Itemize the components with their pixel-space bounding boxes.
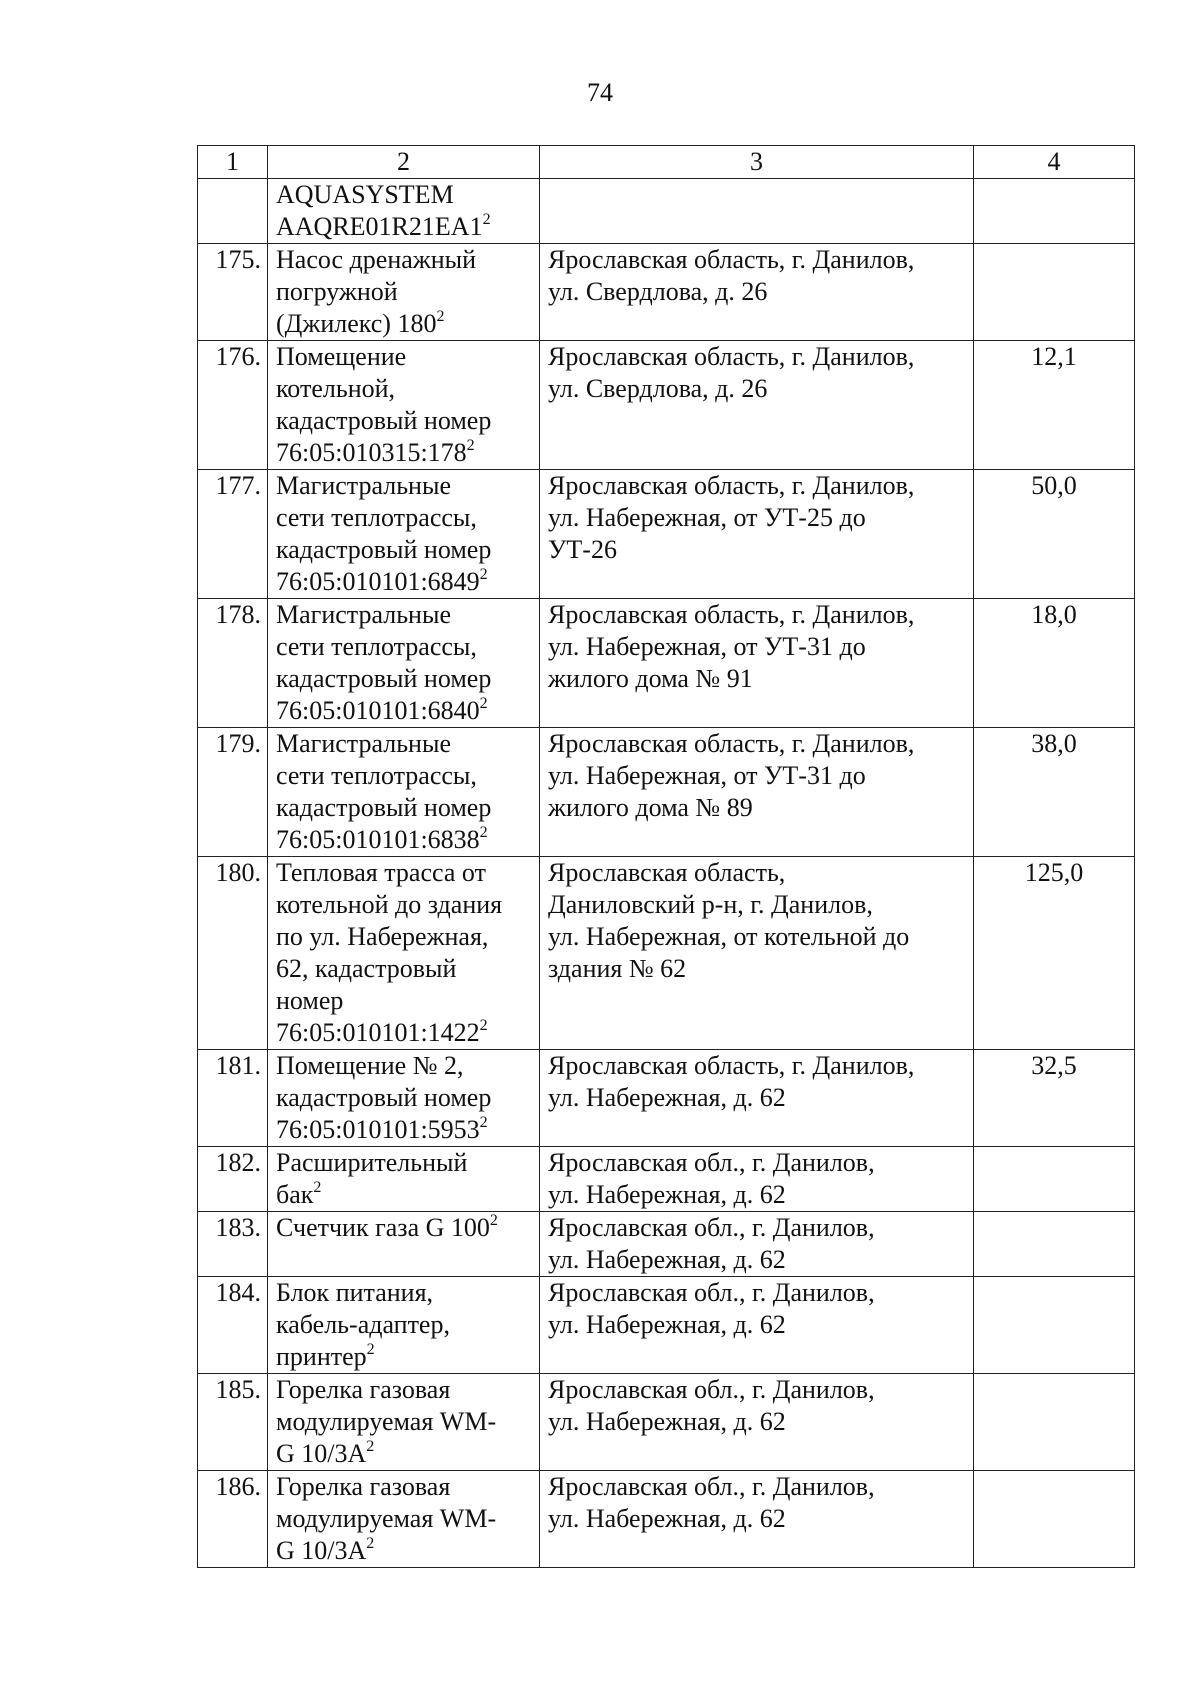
object-area: 38,0	[1031, 729, 1077, 758]
header-col-3: 3	[540, 146, 974, 179]
footnote-mark: 2	[479, 566, 488, 583]
object-area-cell	[974, 1050, 1135, 1147]
header-row	[198, 146, 1135, 179]
object-address-cell	[540, 1050, 974, 1147]
object-address: Ярославская обл., г. Данилов, ул. Набережная, д. 62	[548, 1375, 875, 1436]
object-name-cell	[268, 341, 540, 470]
object-name-cell	[268, 857, 540, 1050]
row-number: 180.	[215, 858, 261, 887]
table-row	[198, 1277, 1135, 1374]
table-row	[198, 341, 1135, 470]
row-number: 182.	[215, 1148, 261, 1177]
row-number: 185.	[215, 1375, 261, 1404]
header-col-2: 2	[268, 146, 540, 179]
object-name: Тепловая трасса от котельной до здания по ул. Набережная, 62, кадастровый номер 76:05:010101:1422$^2$	[276, 858, 503, 1047]
object-area: 125,0	[1024, 858, 1084, 887]
table-row	[198, 599, 1135, 728]
row-number-cell	[198, 1147, 268, 1212]
object-name-cell	[268, 599, 540, 728]
object-address-cell	[540, 599, 974, 728]
object-name-cell	[268, 1277, 540, 1374]
object-address-cell	[540, 470, 974, 599]
object-area: 12,1	[1031, 342, 1077, 371]
property-table	[197, 145, 1135, 1568]
row-number-cell	[198, 1471, 268, 1568]
object-address: Ярославская область, г. Данилов, ул. Набережная, д. 62	[548, 1051, 915, 1112]
table-header	[198, 146, 1135, 179]
object-name: Помещение котельной, кадастровый номер $76:05:010315:178^2$	[276, 342, 492, 467]
object-name: Магистральные сети теплотрассы, кадастровый номер 76:05:010101:6840$^2$	[276, 600, 492, 725]
object-area-cell	[974, 857, 1135, 1050]
row-number-cell	[198, 728, 268, 857]
object-name-cell	[268, 728, 540, 857]
row-number-cell	[198, 470, 268, 599]
footnote-mark: 2	[466, 437, 475, 454]
table-row	[198, 1212, 1135, 1277]
object-address-cell	[540, 244, 974, 341]
footnote-mark: 2	[479, 1017, 488, 1034]
table-row	[198, 857, 1135, 1050]
object-name-cell	[268, 1471, 540, 1568]
object-area-cell	[974, 1212, 1135, 1277]
object-address-cell	[540, 179, 974, 244]
table-row	[198, 244, 1135, 341]
row-number-cell	[198, 244, 268, 341]
row-number: 175.	[215, 245, 261, 274]
object-name: Магистральные сети теплотрассы, кадастровый номер 76:05:010101:6838$^2$	[276, 729, 492, 854]
footnote-mark: 2	[313, 1179, 322, 1196]
object-name-cell	[268, 1374, 540, 1471]
footnote-mark: 2	[479, 1114, 488, 1131]
footnote-mark: 2	[366, 1438, 375, 1455]
object-name-cell	[268, 1147, 540, 1212]
object-name: Помещение № 2, кадастровый номер 76:05:010101:5953$^2$	[276, 1051, 492, 1144]
footnote-mark: 2	[436, 308, 445, 325]
object-address: Ярославская обл., г. Данилов, ул. Набережная, д. 62	[548, 1213, 875, 1274]
object-name: Расширительный бак$^2$	[276, 1148, 468, 1209]
row-number: 177.	[215, 471, 261, 500]
object-name: Насос дренажный погружной (Джилекс) $180^2$	[276, 245, 477, 338]
header-col-4: 4	[974, 146, 1135, 179]
object-name-cell	[268, 1050, 540, 1147]
object-area-cell	[974, 1147, 1135, 1212]
object-area-cell	[974, 244, 1135, 341]
object-area-cell	[974, 1471, 1135, 1568]
table-row	[198, 1374, 1135, 1471]
footnote-mark: 2	[366, 1341, 375, 1358]
object-address: Ярославская обл., г. Данилов, ул. Набережная, д. 62	[548, 1472, 875, 1533]
object-name-cell	[268, 244, 540, 341]
table-row	[198, 1050, 1135, 1147]
object-address: Ярославская область, г. Данилов, ул. Набережная, от УТ-31 до жилого дома № 89	[548, 729, 915, 822]
footnote-mark: 2	[479, 824, 488, 841]
object-name: Блок питания, кабель-адаптер, принтер$^2$	[276, 1278, 450, 1371]
object-address-cell	[540, 1147, 974, 1212]
object-address: Ярославская область, г. Данилов, ул. Набережная, от УТ-31 до жилого дома № 91	[548, 600, 915, 693]
row-number: 176.	[215, 342, 261, 371]
object-area: 50,0	[1031, 471, 1077, 500]
object-address: Ярославская область, г. Данилов, ул. Набережная, от УТ-25 до УТ-26	[548, 471, 915, 564]
object-address: Ярославская обл., г. Данилов, ул. Набережная, д. 62	[548, 1278, 875, 1339]
row-number: 179.	[215, 729, 261, 758]
object-name: Магистральные сети теплотрассы, кадастровый номер 76:05:010101:6849$^2$	[276, 471, 492, 596]
object-area-cell	[974, 599, 1135, 728]
table-row	[198, 179, 1135, 244]
row-number-cell	[198, 1277, 268, 1374]
object-area-cell	[974, 1277, 1135, 1374]
table-row	[198, 1471, 1135, 1568]
row-number-cell	[198, 599, 268, 728]
object-name-cell	[268, 179, 540, 244]
table-body	[198, 179, 1135, 1568]
object-name: AQUASYSTEM $AAQRE01R21EA1^2$	[276, 180, 491, 241]
row-number-cell	[198, 857, 268, 1050]
object-address-cell	[540, 857, 974, 1050]
object-area-cell	[974, 341, 1135, 470]
table-row	[198, 728, 1135, 857]
object-address: Ярославская обл., г. Данилов, ул. Набережная, д. 62	[548, 1148, 875, 1209]
object-address-cell	[540, 728, 974, 857]
header-col-1: 1	[198, 146, 268, 179]
object-name: Горелка газовая модулируемая WM- G $10/3A^2$	[276, 1375, 497, 1468]
object-name-cell	[268, 470, 540, 599]
row-number: 184.	[215, 1278, 261, 1307]
object-address-cell	[540, 1212, 974, 1277]
object-name-cell	[268, 1212, 540, 1277]
footnote-mark: 2	[489, 1212, 498, 1229]
object-area: 18,0	[1031, 600, 1077, 629]
row-number: 178.	[215, 600, 261, 629]
row-number-cell	[198, 179, 268, 244]
object-area: 32,5	[1031, 1051, 1077, 1080]
object-area-cell	[974, 179, 1135, 244]
table-row	[198, 1147, 1135, 1212]
row-number-cell	[198, 1374, 268, 1471]
row-number-cell	[198, 1212, 268, 1277]
footnote-mark: 2	[366, 1535, 375, 1552]
object-address: Ярославская область, г. Данилов, ул. Свердлова, д. 26	[548, 245, 915, 306]
table-row	[198, 470, 1135, 599]
object-name: Горелка газовая модулируемая WM- G $10/3A^2$	[276, 1472, 497, 1565]
row-number: 181.	[215, 1051, 261, 1080]
object-address-cell	[540, 1471, 974, 1568]
object-address-cell	[540, 1374, 974, 1471]
page-number: 74	[587, 78, 613, 107]
object-address: Ярославская область, г. Данилов, ул. Свердлова, д. 26	[548, 342, 915, 403]
object-area-cell	[974, 728, 1135, 857]
row-number-cell	[198, 341, 268, 470]
object-area-cell	[974, 470, 1135, 599]
row-number: 183.	[215, 1213, 261, 1242]
row-number-cell	[198, 1050, 268, 1147]
object-area-cell	[974, 1374, 1135, 1471]
footnote-mark: 2	[479, 695, 488, 712]
row-number: 186.	[215, 1472, 261, 1501]
object-address: Ярославская область, Даниловский р-н, г. Данилов, ул. Набережная, от котельной до здания № 62	[548, 858, 910, 983]
object-name: Счетчик газа G $100^2$	[276, 1212, 498, 1242]
footnote-mark: 2	[482, 211, 491, 228]
object-address-cell	[540, 1277, 974, 1374]
object-address-cell	[540, 341, 974, 470]
